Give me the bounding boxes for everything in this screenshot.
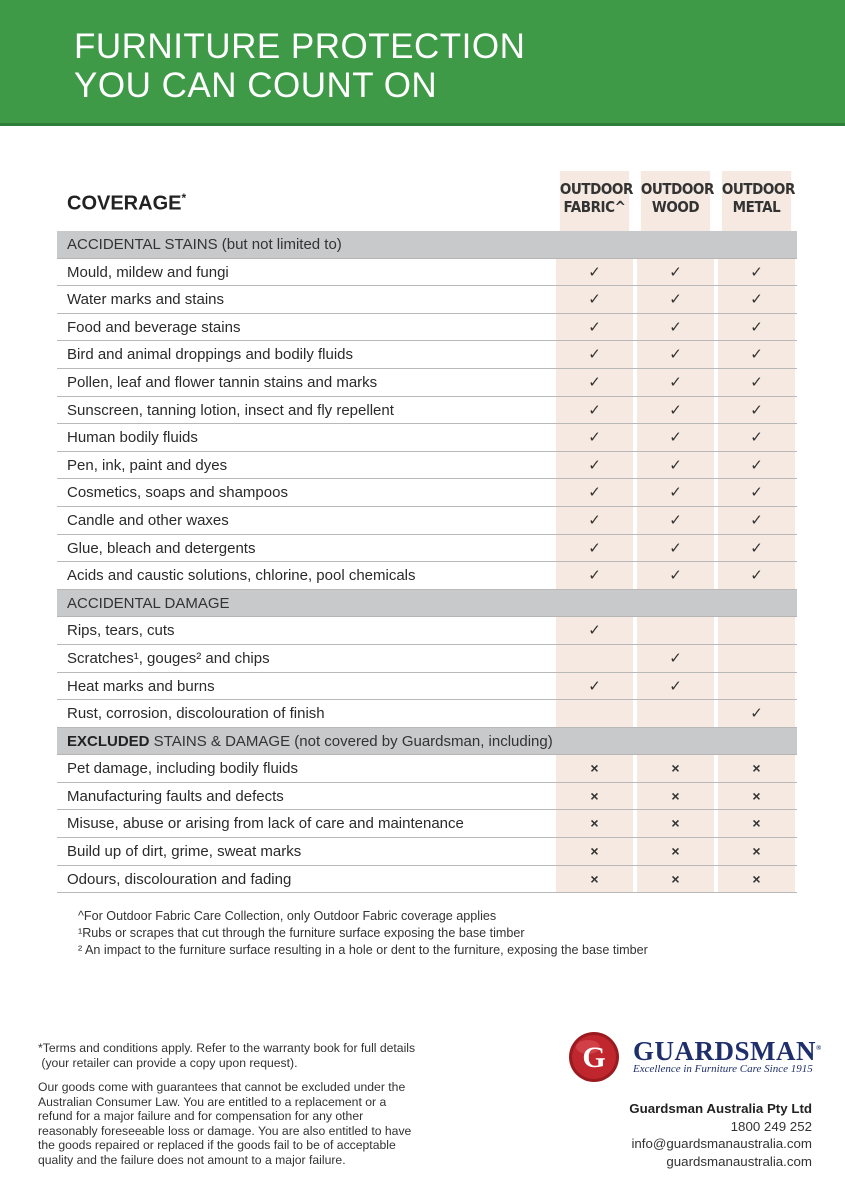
check-icon: ✓	[556, 369, 633, 396]
table-row	[57, 645, 797, 673]
row-label: Bird and animal droppings and bodily fluids	[67, 346, 354, 364]
table-row	[57, 341, 797, 369]
row-label: Cosmetics, soaps and shampoos	[67, 484, 288, 502]
terms-line-2: (your retailer can provide a copy upon request).	[41, 1055, 298, 1070]
check-icon: ✓	[637, 535, 714, 562]
empty-cell	[718, 645, 795, 672]
website-link[interactable]: guardsmanaustralia.com	[666, 1153, 812, 1169]
check-icon: ✓	[637, 479, 714, 506]
empty-cell	[637, 700, 714, 727]
cross-icon: ×	[718, 866, 795, 893]
check-icon: ✓	[637, 397, 714, 424]
row-label: Build up of dirt, grime, sweat marks	[67, 843, 302, 861]
footnote-gouges: ² An impact to the furniture surface resulting in a hole or dent to the furniture, exposing the base timber	[78, 943, 648, 957]
footnotes	[78, 908, 648, 959]
footnote-fabric: ^For Outdoor Fabric Care Collection, only Outdoor Fabric coverage applies	[78, 909, 497, 923]
check-icon: ✓	[637, 286, 714, 313]
email-link[interactable]: info@guardsmanaustralia.com	[631, 1136, 812, 1151]
check-icon: ✓	[637, 645, 714, 672]
check-icon: ✓	[718, 397, 795, 424]
row-label: Heat marks and burns	[67, 677, 215, 695]
table-row	[57, 479, 797, 507]
footnote-scratches: ¹Rubs or scrapes that cut through the furniture surface exposing the base timber	[78, 926, 525, 940]
check-icon: ✓	[718, 286, 795, 313]
check-icon: ✓	[556, 673, 633, 700]
table-row	[57, 397, 797, 425]
row-label: Rips, tears, cuts	[67, 622, 175, 640]
terms-line-1: *Terms and conditions apply. Refer to the warranty book for full details	[38, 1041, 416, 1055]
check-icon: ✓	[718, 452, 795, 479]
check-icon: ✓	[556, 479, 633, 506]
empty-cell	[556, 645, 633, 672]
contact-block	[629, 1100, 812, 1170]
check-icon: ✓	[718, 507, 795, 534]
cross-icon: ×	[637, 838, 714, 865]
check-icon: ✓	[718, 341, 795, 368]
row-label: Pen, ink, paint and dyes	[67, 456, 228, 474]
table-header	[57, 171, 797, 231]
row-label: Water marks and stains	[67, 291, 224, 309]
check-icon: ✓	[718, 424, 795, 451]
table-row	[57, 617, 797, 645]
coverage-heading: COVERAGE*	[67, 191, 187, 215]
brand-name: GUARDSMAN®	[633, 1036, 822, 1066]
row-label: Odours, discolouration and fading	[67, 870, 292, 888]
check-icon: ✓	[556, 259, 633, 286]
table-row	[57, 259, 797, 287]
check-icon: ✓	[718, 562, 795, 589]
cross-icon: ×	[556, 838, 633, 865]
cross-icon: ×	[718, 755, 795, 782]
check-icon: ✓	[637, 562, 714, 589]
row-label: Manufacturing faults and defects	[67, 787, 284, 805]
column-outdoor-wood: OUTDOOR WOOD	[641, 171, 710, 231]
check-icon: ✓	[637, 424, 714, 451]
check-icon: ✓	[556, 507, 633, 534]
phone-number: 1800 249 252	[730, 1118, 812, 1134]
row-label: Misuse, abuse or arising from lack of care and maintenance	[67, 815, 464, 833]
empty-cell	[637, 617, 714, 644]
cross-icon: ×	[718, 783, 795, 810]
table-row	[57, 424, 797, 452]
table-row	[57, 700, 797, 728]
cross-icon: ×	[718, 810, 795, 837]
cross-icon: ×	[556, 783, 633, 810]
section-accidental-stains	[57, 231, 797, 259]
row-label: Human bodily fluids	[67, 429, 198, 447]
cross-icon: ×	[637, 866, 714, 893]
row-label: Glue, bleach and detergents	[67, 539, 256, 557]
check-icon: ✓	[637, 314, 714, 341]
cross-icon: ×	[556, 810, 633, 837]
company-name: Guardsman Australia Pty Ltd	[629, 1101, 812, 1116]
check-icon: ✓	[556, 535, 633, 562]
check-icon: ✓	[718, 700, 795, 727]
empty-cell	[718, 673, 795, 700]
check-icon: ✓	[718, 369, 795, 396]
check-icon: ✓	[556, 562, 633, 589]
row-label: Scratches¹, gouges² and chips	[67, 649, 270, 667]
row-label: Pet damage, including bodily fluids	[67, 760, 298, 778]
guarantee-text: Our goods come with guarantees that cannot be excluded under the Australian Consumer Law. You are entitled to a replacement or a refund for a major failure and for compensation for any other reasonably foreseeable loss or damage. You are also entitled to have the goods repaired or replaced if the goods fail to be of acceptable quality and the failure does not amount to a major failure.	[38, 1080, 412, 1167]
row-label: Rust, corrosion, discolouration of finish	[67, 705, 325, 723]
check-icon: ✓	[556, 452, 633, 479]
table-row	[57, 535, 797, 563]
cross-icon: ×	[637, 810, 714, 837]
check-icon: ✓	[637, 507, 714, 534]
table-row	[57, 755, 797, 783]
row-label: Pollen, leaf and flower tannin stains and marks	[67, 373, 378, 391]
table-row	[57, 507, 797, 535]
brand-tagline: Excellence in Furniture Care Since 1915	[633, 1063, 813, 1075]
table-row	[57, 314, 797, 342]
logo-letter: G	[582, 1041, 606, 1074]
table-row	[57, 562, 797, 590]
cross-icon: ×	[556, 866, 633, 893]
cross-icon: ×	[637, 755, 714, 782]
table-row	[57, 673, 797, 701]
check-icon: ✓	[556, 341, 633, 368]
check-icon: ✓	[556, 397, 633, 424]
check-icon: ✓	[556, 424, 633, 451]
table-body	[57, 231, 797, 893]
table-row	[57, 783, 797, 811]
table-row	[57, 369, 797, 397]
section-heading: ACCIDENTAL STAINS (but not limited to)	[67, 236, 342, 253]
check-icon: ✓	[556, 286, 633, 313]
table-row	[57, 452, 797, 480]
check-icon: ✓	[637, 673, 714, 700]
section-accidental-damage	[57, 590, 797, 618]
terms-block	[38, 1041, 528, 1177]
section-heading: EXCLUDED STAINS & DAMAGE (not covered by Guardsman, including)	[67, 732, 553, 750]
row-label: Acids and caustic solutions, chlorine, pool chemicals	[67, 567, 416, 585]
row-label: Candle and other waxes	[67, 511, 229, 529]
column-outdoor-metal: OUTDOOR METAL	[722, 171, 791, 231]
empty-cell	[718, 617, 795, 644]
table-row	[57, 838, 797, 866]
check-icon: ✓	[718, 535, 795, 562]
check-icon: ✓	[718, 259, 795, 286]
check-icon: ✓	[637, 259, 714, 286]
headline-line-2: YOU CAN COUNT ON	[74, 66, 438, 105]
guardsman-logo-icon	[568, 1031, 620, 1083]
column-outdoor-fabric: OUTDOOR FABRIC^	[560, 171, 629, 231]
header-banner	[0, 0, 845, 123]
section-excluded	[57, 728, 797, 756]
cross-icon: ×	[718, 838, 795, 865]
table-row	[57, 866, 797, 894]
section-heading: ACCIDENTAL DAMAGE	[67, 594, 230, 612]
cross-icon: ×	[637, 783, 714, 810]
check-icon: ✓	[637, 341, 714, 368]
empty-cell	[556, 700, 633, 727]
cross-icon: ×	[556, 755, 633, 782]
check-icon: ✓	[718, 314, 795, 341]
check-icon: ✓	[637, 452, 714, 479]
coverage-table	[57, 171, 797, 893]
check-icon: ✓	[718, 479, 795, 506]
check-icon: ✓	[556, 617, 633, 644]
check-icon: ✓	[556, 314, 633, 341]
row-label: Mould, mildew and fungi	[67, 263, 229, 281]
check-icon: ✓	[637, 369, 714, 396]
table-row	[57, 286, 797, 314]
row-label: Sunscreen, tanning lotion, insect and fly repellent	[67, 401, 394, 419]
headline-line-1: FURNITURE PROTECTION	[74, 27, 526, 66]
row-label: Food and beverage stains	[67, 318, 241, 336]
table-row	[57, 810, 797, 838]
